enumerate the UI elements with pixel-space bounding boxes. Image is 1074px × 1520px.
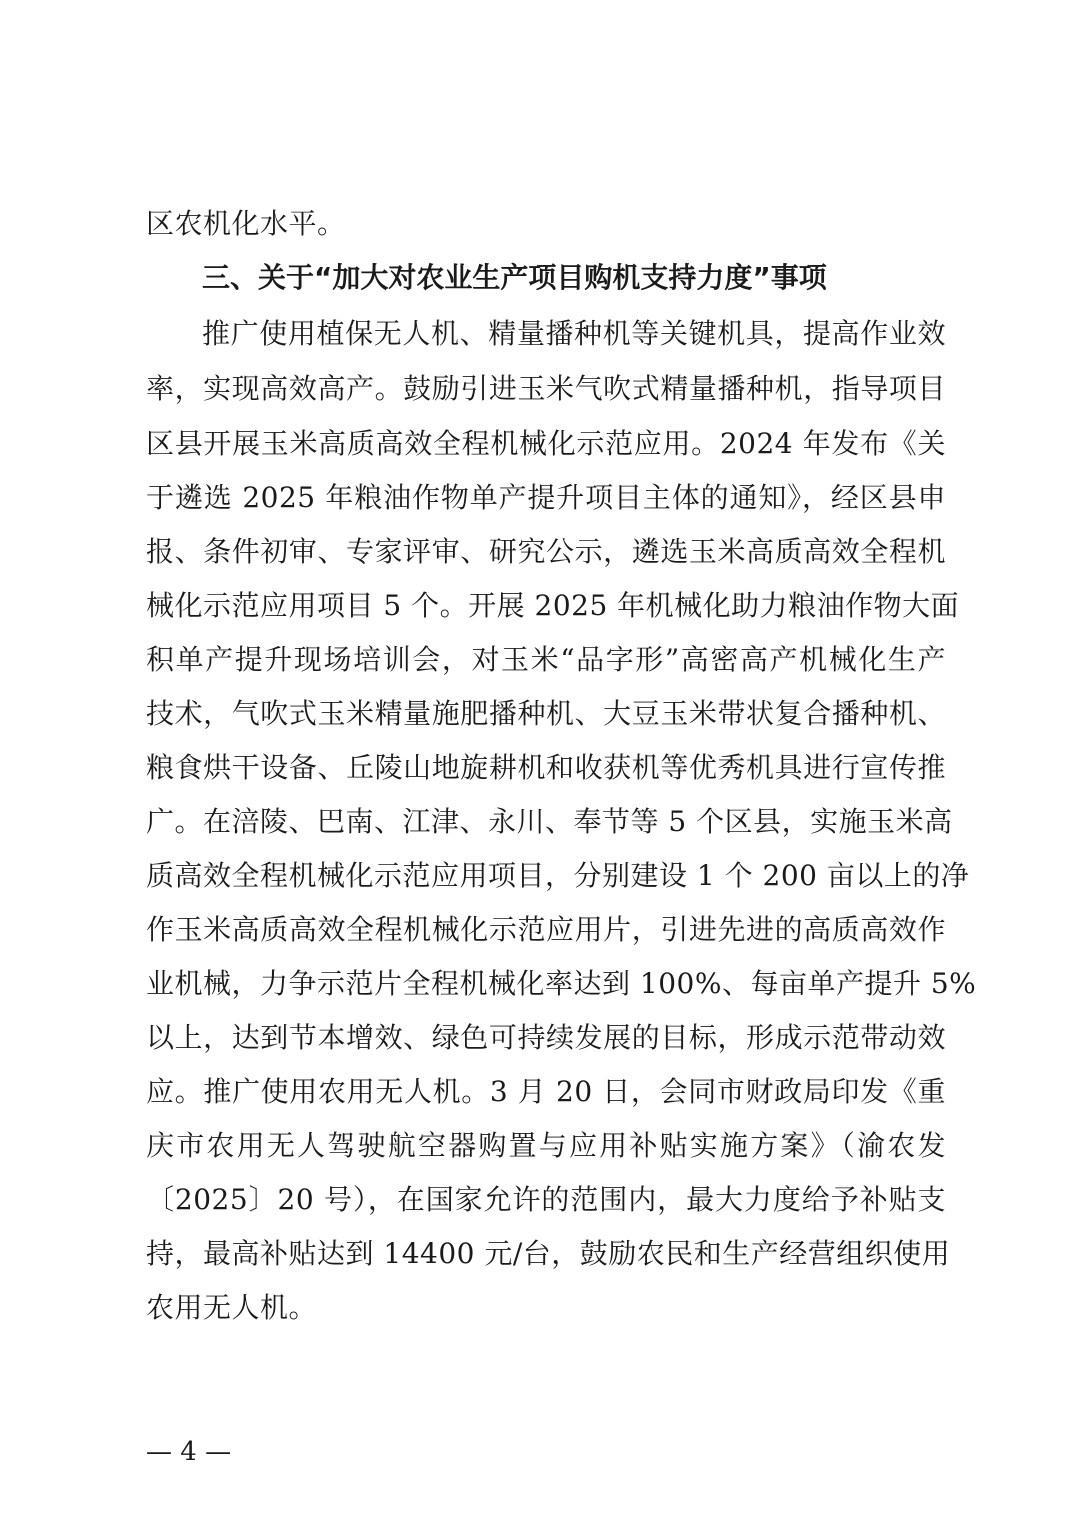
text-line-intro: 区农机化水平。 xyxy=(146,207,346,240)
paragraph-line-13: 业机械，力争示范片全程机械化率达到 100%、每亩单产提升 5% xyxy=(146,967,977,1000)
paragraph-line-19: 农用无人机。 xyxy=(146,1291,318,1324)
paragraph-line-1: 推广使用植保无人机、精量播种机等关键机具，提高作业效 xyxy=(202,317,946,350)
page-number: — 4 — xyxy=(146,1437,232,1467)
paragraph-line-15: 应。推广使用农用无人机。3 月 20 日，会同市财政局印发《重 xyxy=(146,1075,946,1108)
paragraph-line-18: 持，最高补贴达到 14400 元/台，鼓励农民和生产经营组织使用 xyxy=(146,1237,951,1270)
paragraph-line-16: 庆市农用无人驾驶航空器购置与应用补贴实施方案》（渝农发 xyxy=(146,1129,946,1162)
paragraph-line-9: 粮食烘干设备、丘陵山地旋耕机和收获机等优秀机具进行宣传推 xyxy=(146,751,946,784)
paragraph-line-10: 广。在涪陵、巴南、江津、永川、奉节等 5 个区县，实施玉米高 xyxy=(146,805,953,838)
paragraph-line-3: 区县开展玉米高质高效全程机械化示范应用。2024 年发布《关 xyxy=(146,427,946,460)
paragraph-line-5: 报、条件初审、专家评审、研究公示，遴选玉米高质高效全程机 xyxy=(146,535,946,568)
paragraph-line-6: 械化示范应用项目 5 个。开展 2025 年机械化助力粮油作物大面 xyxy=(146,589,960,622)
paragraph-line-2: 率，实现高效高产。鼓励引进玉米气吹式精量播种机，指导项目 xyxy=(146,372,946,405)
paragraph-line-11: 质高效全程机械化示范应用项目，分别建设 1 个 200 亩以上的净 xyxy=(146,859,970,892)
paragraph-line-4: 于遴选 2025 年粮油作物单产提升项目主体的通知》，经区县申 xyxy=(146,481,946,514)
paragraph-line-7: 积单产提升现场培训会，对玉米“品字形”高密高产机械化生产 xyxy=(146,643,946,676)
paragraph-line-17: 〔2025〕20 号），在国家允许的范围内，最大力度给予补贴支 xyxy=(146,1183,946,1216)
paragraph-line-8: 技术，气吹式玉米精量施肥播种机、大豆玉米带状复合播种机、 xyxy=(146,697,946,730)
paragraph-line-14: 以上，达到节本增效、绿色可持续发展的目标，形成示范带动效 xyxy=(146,1021,946,1054)
section-heading: 三、关于“加大对农业生产项目购机支持力度”事项 xyxy=(202,261,827,294)
paragraph-line-12: 作玉米高质高效全程机械化示范应用片，引进先进的高质高效作 xyxy=(146,913,946,946)
